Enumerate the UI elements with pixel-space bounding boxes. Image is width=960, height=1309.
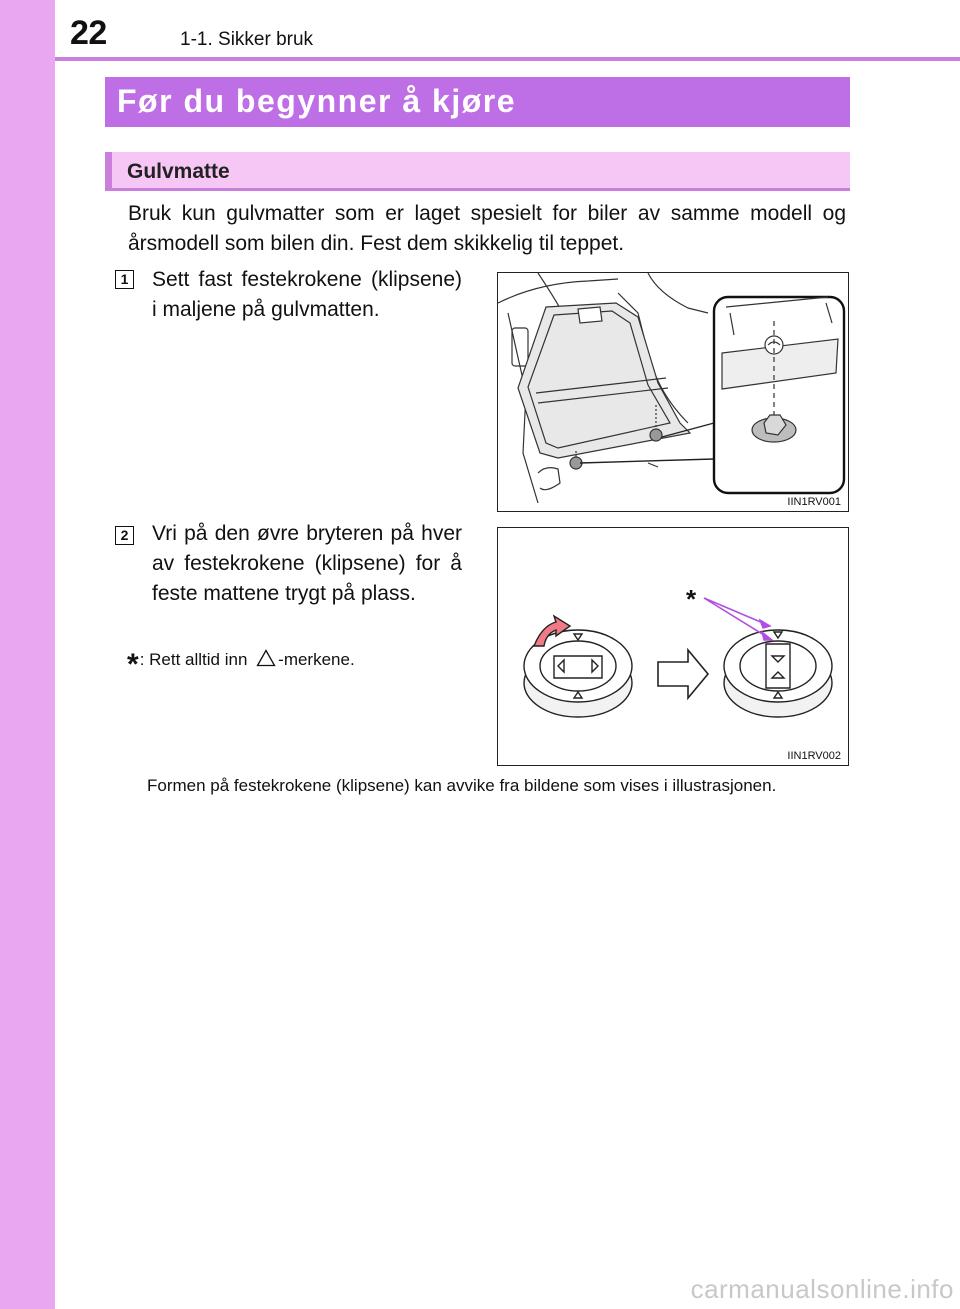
sub-heading-accent <box>105 152 112 188</box>
footnote-marker: * <box>127 648 139 681</box>
section-label: 1-1. Sikker bruk <box>180 29 314 50</box>
footnote-suffix: -merkene. <box>278 650 355 669</box>
figure-floor-mat <box>497 272 849 512</box>
step-2-text: Vri på den øvre bryteren på hver av festekrokene (klipsene) for å feste mattene trygt på plass. <box>152 522 462 605</box>
figure-clip-rotation <box>497 527 849 766</box>
header-rule <box>55 57 960 61</box>
floor-mat-illustration <box>498 273 849 512</box>
intro-paragraph: Bruk kun gulvmatter som er laget spesielt for biler av samme modell og årsmodell som bilen din. Fest dem skikkelig til teppet. <box>128 202 846 255</box>
sub-heading-bar <box>105 152 850 191</box>
page-title: Før du begynner å kjøre <box>117 83 517 119</box>
figure-2-code: IIN1RV002 <box>787 750 841 762</box>
figure-1-code: IIN1RV001 <box>787 496 841 508</box>
triangle-mark-icon <box>256 649 276 667</box>
side-band <box>0 0 55 1309</box>
main-title-bar <box>105 77 850 127</box>
step-2-number: 2 <box>115 526 134 545</box>
footnote <box>127 648 355 682</box>
clip-rotation-illustration <box>498 528 849 766</box>
figure-2-marker: * <box>686 584 697 614</box>
note-paragraph: Formen på festekrokene (klipsene) kan avvike fra bildene som vises i illustrasjonen. <box>147 776 777 795</box>
step-1-text: Sett fast festekrokene (klipsene) i maljene på gulvmatten. <box>152 268 462 321</box>
watermark: carmanualsonline.info <box>690 1274 954 1304</box>
step-1-number: 1 <box>115 270 134 289</box>
page-number: 22 <box>70 14 107 52</box>
sub-heading: Gulvmatte <box>127 160 230 183</box>
footnote-prefix: : Rett alltid inn <box>139 650 248 669</box>
